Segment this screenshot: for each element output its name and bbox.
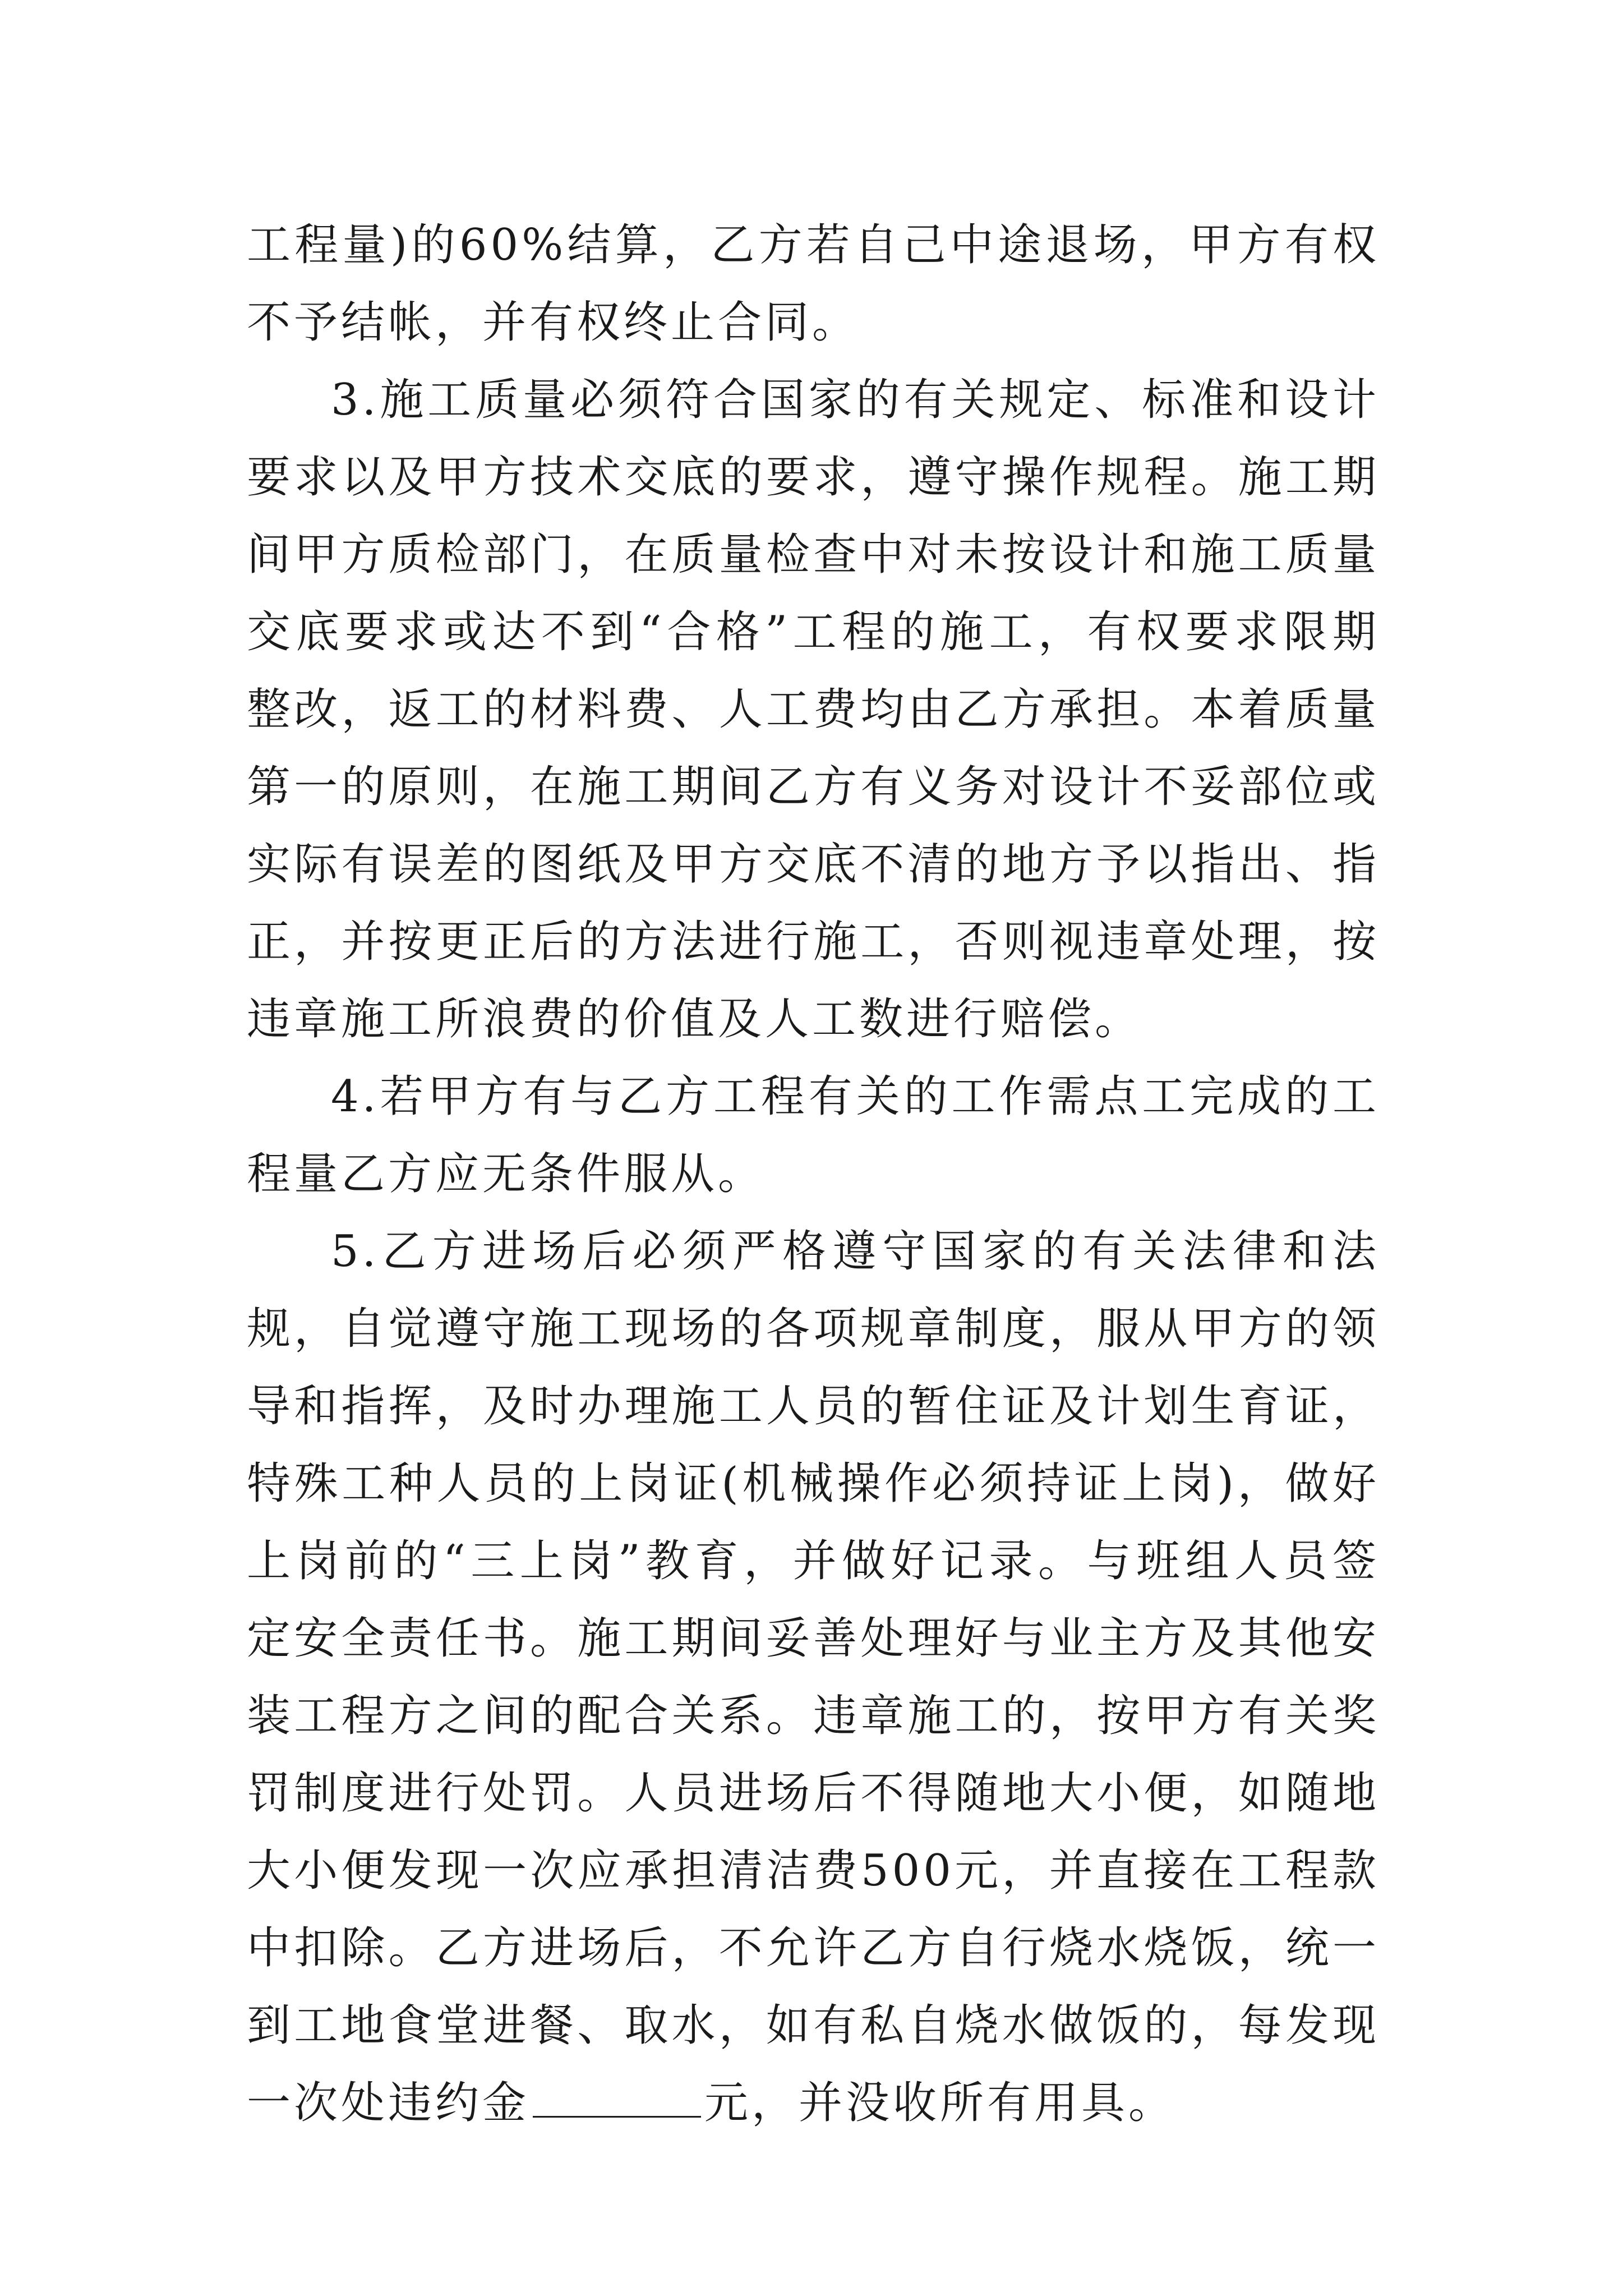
document-body	[247, 206, 1380, 2142]
penalty-amount-blank	[533, 2077, 701, 2118]
paragraph-clause-3: 3.施工质量必须符合国家的有关规定、标准和设计要求以及甲方技术交底的要求，遵守操作规程。施工期间甲方质检部门，在质量检查中对未按设计和施工质量交底要求或达不到“合格”工程的施工，有权要求限期整改，返工的材料费、人工费均由乙方承担。本着质量第一的原则，在施工期间乙方有义务对设计不妥部位或实际有误差的图纸及甲方交底不清的地方予以指出、指正，并按更正后的方法进行施工，否则视违章处理，按违章施工所浪费的价值及人工数进行赔偿。	[247, 375, 1380, 1045]
paragraph-clause-5	[247, 1213, 1380, 2142]
clause-5-text-after-blank: 元，并没收所有用具。	[704, 2078, 1176, 2128]
clause-5-text-before-blank: 5.乙方进场后必须严格遵守国家的有关法律和法规，自觉遵守施工现场的各项规章制度，服从甲方的领导和指挥，及时办理施工人员的暂住证及计划生育证，特殊工种人员的上岗证(机械操作必须持证上岗)，做好上岗前的“三上岗”教育，并做好记录。与班组人员签定安全责任书。施工期间妥善处理好与业主方及其他安装工程方之间的配合关系。违章施工的，按甲方有关奖罚制度进行处罚。人员进场后不得随地大小便，如随地大小便发现一次应承担清洁费500元，并直接在工程款中扣除。乙方进场后，不允许乙方自行烧水烧饭，统一到工地食堂进餐、取水，如有私自烧水做饭的，每发现一次处违约金	[247, 1226, 1380, 2128]
paragraph-continuation: 工程量)的60%结算，乙方若自己中途退场，甲方有权不予结帐，并有权终止合同。	[247, 220, 1380, 348]
paragraph-clause-4: 4.若甲方有与乙方工程有关的工作需点工完成的工程量乙方应无条件服从。	[247, 1071, 1380, 1199]
